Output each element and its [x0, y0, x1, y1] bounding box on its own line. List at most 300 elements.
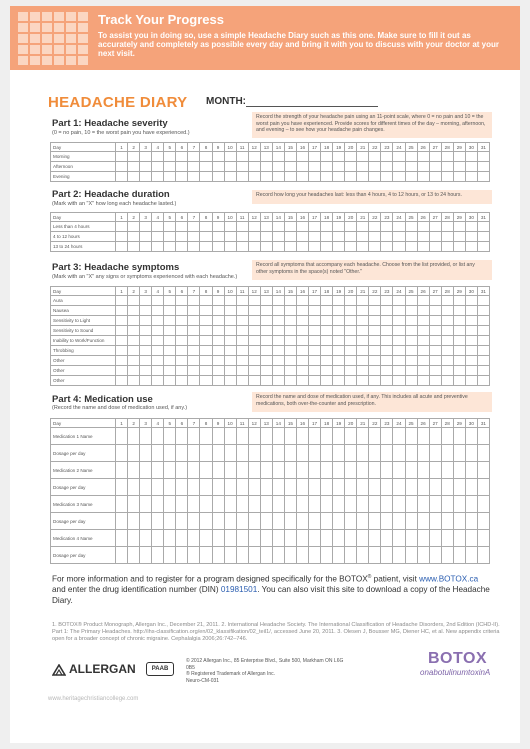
entry-cell[interactable]	[321, 306, 333, 316]
entry-cell[interactable]	[417, 530, 429, 547]
entry-cell[interactable]	[176, 366, 188, 376]
entry-cell[interactable]	[321, 326, 333, 336]
entry-cell[interactable]	[321, 513, 333, 530]
entry-cell[interactable]	[369, 445, 381, 462]
entry-cell[interactable]	[296, 462, 308, 479]
entry-cell[interactable]	[417, 547, 429, 564]
entry-cell[interactable]	[477, 242, 489, 252]
entry-cell[interactable]	[453, 530, 465, 547]
entry-cell[interactable]	[200, 376, 212, 386]
entry-cell[interactable]	[248, 296, 260, 306]
entry-cell[interactable]	[164, 162, 176, 172]
entry-cell[interactable]	[140, 496, 152, 513]
entry-cell[interactable]	[116, 513, 128, 530]
entry-cell[interactable]	[405, 172, 417, 182]
entry-cell[interactable]	[224, 496, 236, 513]
entry-cell[interactable]	[248, 547, 260, 564]
entry-cell[interactable]	[152, 376, 164, 386]
entry-cell[interactable]	[357, 428, 369, 445]
entry-cell[interactable]	[393, 296, 405, 306]
entry-cell[interactable]	[381, 296, 393, 306]
entry-cell[interactable]	[272, 479, 284, 496]
severity-grid[interactable]	[50, 142, 490, 182]
entry-cell[interactable]	[260, 428, 272, 445]
entry-cell[interactable]	[441, 296, 453, 306]
entry-cell[interactable]	[260, 222, 272, 232]
entry-cell[interactable]	[417, 513, 429, 530]
entry-cell[interactable]	[116, 547, 128, 564]
entry-cell[interactable]	[296, 445, 308, 462]
entry-cell[interactable]	[128, 547, 140, 564]
entry-cell[interactable]	[248, 162, 260, 172]
entry-cell[interactable]	[345, 306, 357, 316]
entry-cell[interactable]	[260, 296, 272, 306]
entry-cell[interactable]	[284, 356, 296, 366]
entry-cell[interactable]	[116, 462, 128, 479]
entry-cell[interactable]	[248, 513, 260, 530]
entry-cell[interactable]	[345, 513, 357, 530]
entry-cell[interactable]	[345, 222, 357, 232]
entry-cell[interactable]	[128, 376, 140, 386]
entry-cell[interactable]	[248, 376, 260, 386]
entry-cell[interactable]	[357, 366, 369, 376]
entry-cell[interactable]	[152, 172, 164, 182]
entry-cell[interactable]	[369, 222, 381, 232]
entry-cell[interactable]	[236, 366, 248, 376]
entry-cell[interactable]	[200, 547, 212, 564]
entry-cell[interactable]	[465, 162, 477, 172]
entry-cell[interactable]	[393, 316, 405, 326]
entry-cell[interactable]	[405, 162, 417, 172]
entry-cell[interactable]	[260, 316, 272, 326]
entry-cell[interactable]	[333, 445, 345, 462]
entry-cell[interactable]	[321, 496, 333, 513]
entry-cell[interactable]	[381, 336, 393, 346]
entry-cell[interactable]	[212, 530, 224, 547]
entry-cell[interactable]	[272, 445, 284, 462]
entry-cell[interactable]	[309, 513, 321, 530]
entry-cell[interactable]	[224, 445, 236, 462]
entry-cell[interactable]	[224, 172, 236, 182]
entry-cell[interactable]	[309, 530, 321, 547]
entry-cell[interactable]	[296, 222, 308, 232]
entry-cell[interactable]	[453, 172, 465, 182]
entry-cell[interactable]	[236, 232, 248, 242]
entry-cell[interactable]	[477, 296, 489, 306]
entry-cell[interactable]	[200, 445, 212, 462]
entry-cell[interactable]	[369, 232, 381, 242]
entry-cell[interactable]	[212, 547, 224, 564]
entry-cell[interactable]	[176, 336, 188, 346]
entry-cell[interactable]	[333, 530, 345, 547]
entry-cell[interactable]	[248, 336, 260, 346]
entry-cell[interactable]	[284, 346, 296, 356]
entry-cell[interactable]	[321, 316, 333, 326]
entry-cell[interactable]	[224, 326, 236, 336]
entry-cell[interactable]	[212, 513, 224, 530]
entry-cell[interactable]	[381, 428, 393, 445]
entry-cell[interactable]	[164, 428, 176, 445]
entry-cell[interactable]	[405, 222, 417, 232]
entry-cell[interactable]	[309, 547, 321, 564]
entry-cell[interactable]	[333, 232, 345, 242]
entry-cell[interactable]	[381, 172, 393, 182]
entry-cell[interactable]	[140, 162, 152, 172]
entry-cell[interactable]	[405, 232, 417, 242]
entry-cell[interactable]	[152, 306, 164, 316]
entry-cell[interactable]	[309, 242, 321, 252]
entry-cell[interactable]	[248, 366, 260, 376]
entry-cell[interactable]	[333, 296, 345, 306]
entry-cell[interactable]	[405, 462, 417, 479]
entry-cell[interactable]	[224, 547, 236, 564]
entry-cell[interactable]	[453, 162, 465, 172]
entry-cell[interactable]	[116, 496, 128, 513]
entry-cell[interactable]	[441, 366, 453, 376]
entry-cell[interactable]	[345, 530, 357, 547]
entry-cell[interactable]	[393, 479, 405, 496]
entry-cell[interactable]	[477, 152, 489, 162]
entry-cell[interactable]	[224, 428, 236, 445]
entry-cell[interactable]	[296, 242, 308, 252]
entry-cell[interactable]	[164, 513, 176, 530]
entry-cell[interactable]	[417, 428, 429, 445]
entry-cell[interactable]	[321, 530, 333, 547]
entry-cell[interactable]	[116, 152, 128, 162]
entry-cell[interactable]	[236, 428, 248, 445]
entry-cell[interactable]	[309, 346, 321, 356]
entry-cell[interactable]	[164, 232, 176, 242]
entry-cell[interactable]	[128, 232, 140, 242]
entry-cell[interactable]	[188, 376, 200, 386]
entry-cell[interactable]	[212, 152, 224, 162]
entry-cell[interactable]	[236, 496, 248, 513]
entry-cell[interactable]	[236, 513, 248, 530]
entry-cell[interactable]	[405, 445, 417, 462]
entry-cell[interactable]	[164, 346, 176, 356]
entry-cell[interactable]	[465, 296, 477, 306]
entry-cell[interactable]	[260, 462, 272, 479]
entry-cell[interactable]	[417, 162, 429, 172]
entry-cell[interactable]	[200, 232, 212, 242]
entry-cell[interactable]	[477, 479, 489, 496]
entry-cell[interactable]	[357, 306, 369, 316]
entry-cell[interactable]	[272, 366, 284, 376]
entry-cell[interactable]	[152, 479, 164, 496]
entry-cell[interactable]	[369, 513, 381, 530]
entry-cell[interactable]	[140, 336, 152, 346]
entry-cell[interactable]	[321, 242, 333, 252]
entry-cell[interactable]	[381, 306, 393, 316]
entry-cell[interactable]	[477, 346, 489, 356]
entry-cell[interactable]	[429, 306, 441, 316]
entry-cell[interactable]	[417, 356, 429, 366]
entry-cell[interactable]	[393, 242, 405, 252]
entry-cell[interactable]	[164, 445, 176, 462]
entry-cell[interactable]	[296, 336, 308, 346]
entry-cell[interactable]	[417, 326, 429, 336]
entry-cell[interactable]	[405, 376, 417, 386]
entry-cell[interactable]	[321, 445, 333, 462]
entry-cell[interactable]	[116, 222, 128, 232]
entry-cell[interactable]	[152, 222, 164, 232]
entry-cell[interactable]	[188, 547, 200, 564]
entry-cell[interactable]	[200, 316, 212, 326]
entry-cell[interactable]	[453, 366, 465, 376]
entry-cell[interactable]	[357, 547, 369, 564]
entry-cell[interactable]	[333, 496, 345, 513]
entry-cell[interactable]	[200, 242, 212, 252]
entry-cell[interactable]	[345, 152, 357, 162]
entry-cell[interactable]	[128, 530, 140, 547]
entry-cell[interactable]	[393, 547, 405, 564]
entry-cell[interactable]	[152, 152, 164, 162]
entry-cell[interactable]	[309, 496, 321, 513]
entry-cell[interactable]	[369, 326, 381, 336]
entry-cell[interactable]	[176, 316, 188, 326]
entry-cell[interactable]	[188, 462, 200, 479]
entry-cell[interactable]	[465, 336, 477, 346]
entry-cell[interactable]	[321, 346, 333, 356]
entry-cell[interactable]	[176, 479, 188, 496]
entry-cell[interactable]	[272, 222, 284, 232]
entry-cell[interactable]	[140, 306, 152, 316]
entry-cell[interactable]	[236, 162, 248, 172]
entry-cell[interactable]	[296, 366, 308, 376]
entry-cell[interactable]	[441, 162, 453, 172]
entry-cell[interactable]	[272, 296, 284, 306]
entry-cell[interactable]	[176, 152, 188, 162]
entry-cell[interactable]	[140, 316, 152, 326]
entry-cell[interactable]	[224, 479, 236, 496]
entry-cell[interactable]	[212, 242, 224, 252]
entry-cell[interactable]	[188, 428, 200, 445]
entry-cell[interactable]	[477, 496, 489, 513]
entry-cell[interactable]	[477, 172, 489, 182]
entry-cell[interactable]	[248, 152, 260, 162]
entry-cell[interactable]	[441, 172, 453, 182]
entry-cell[interactable]	[176, 346, 188, 356]
entry-cell[interactable]	[152, 496, 164, 513]
entry-cell[interactable]	[284, 172, 296, 182]
entry-cell[interactable]	[224, 152, 236, 162]
entry-cell[interactable]	[477, 162, 489, 172]
entry-cell[interactable]	[152, 162, 164, 172]
entry-cell[interactable]	[212, 462, 224, 479]
entry-cell[interactable]	[429, 462, 441, 479]
entry-cell[interactable]	[309, 356, 321, 366]
entry-cell[interactable]	[272, 376, 284, 386]
entry-cell[interactable]	[116, 530, 128, 547]
entry-cell[interactable]	[429, 530, 441, 547]
entry-cell[interactable]	[260, 479, 272, 496]
entry-cell[interactable]	[152, 242, 164, 252]
entry-cell[interactable]	[116, 346, 128, 356]
entry-cell[interactable]	[224, 376, 236, 386]
entry-cell[interactable]	[465, 445, 477, 462]
entry-cell[interactable]	[176, 530, 188, 547]
entry-cell[interactable]	[477, 445, 489, 462]
entry-cell[interactable]	[248, 346, 260, 356]
entry-cell[interactable]	[309, 479, 321, 496]
entry-cell[interactable]	[477, 222, 489, 232]
entry-cell[interactable]	[236, 326, 248, 336]
entry-cell[interactable]	[369, 547, 381, 564]
entry-cell[interactable]	[176, 306, 188, 316]
entry-cell[interactable]	[248, 428, 260, 445]
entry-cell[interactable]	[345, 366, 357, 376]
entry-cell[interactable]	[333, 346, 345, 356]
entry-cell[interactable]	[393, 428, 405, 445]
entry-cell[interactable]	[333, 222, 345, 232]
entry-cell[interactable]	[441, 462, 453, 479]
entry-cell[interactable]	[369, 356, 381, 366]
entry-cell[interactable]	[369, 242, 381, 252]
entry-cell[interactable]	[429, 366, 441, 376]
entry-cell[interactable]	[453, 547, 465, 564]
entry-cell[interactable]	[381, 376, 393, 386]
entry-cell[interactable]	[176, 172, 188, 182]
entry-cell[interactable]	[429, 222, 441, 232]
entry-cell[interactable]	[453, 242, 465, 252]
entry-cell[interactable]	[152, 366, 164, 376]
entry-cell[interactable]	[176, 326, 188, 336]
entry-cell[interactable]	[357, 316, 369, 326]
entry-cell[interactable]	[284, 547, 296, 564]
entry-cell[interactable]	[333, 513, 345, 530]
entry-cell[interactable]	[248, 479, 260, 496]
entry-cell[interactable]	[465, 366, 477, 376]
entry-cell[interactable]	[465, 513, 477, 530]
entry-cell[interactable]	[128, 513, 140, 530]
entry-cell[interactable]	[212, 232, 224, 242]
entry-cell[interactable]	[140, 222, 152, 232]
entry-cell[interactable]	[345, 296, 357, 306]
entry-cell[interactable]	[224, 162, 236, 172]
entry-cell[interactable]	[381, 242, 393, 252]
entry-cell[interactable]	[284, 496, 296, 513]
entry-cell[interactable]	[296, 316, 308, 326]
entry-cell[interactable]	[393, 462, 405, 479]
entry-cell[interactable]	[212, 172, 224, 182]
entry-cell[interactable]	[405, 336, 417, 346]
entry-cell[interactable]	[405, 242, 417, 252]
entry-cell[interactable]	[405, 326, 417, 336]
entry-cell[interactable]	[284, 232, 296, 242]
entry-cell[interactable]	[152, 462, 164, 479]
entry-cell[interactable]	[224, 316, 236, 326]
entry-cell[interactable]	[357, 462, 369, 479]
entry-cell[interactable]	[212, 376, 224, 386]
entry-cell[interactable]	[417, 222, 429, 232]
entry-cell[interactable]	[417, 346, 429, 356]
entry-cell[interactable]	[417, 496, 429, 513]
entry-cell[interactable]	[465, 428, 477, 445]
entry-cell[interactable]	[429, 547, 441, 564]
entry-cell[interactable]	[236, 296, 248, 306]
entry-cell[interactable]	[405, 306, 417, 316]
medication-grid[interactable]	[50, 418, 490, 564]
entry-cell[interactable]	[321, 222, 333, 232]
entry-cell[interactable]	[417, 296, 429, 306]
entry-cell[interactable]	[188, 162, 200, 172]
entry-cell[interactable]	[381, 366, 393, 376]
entry-cell[interactable]	[224, 346, 236, 356]
entry-cell[interactable]	[465, 479, 477, 496]
entry-cell[interactable]	[188, 326, 200, 336]
entry-cell[interactable]	[441, 376, 453, 386]
entry-cell[interactable]	[405, 547, 417, 564]
entry-cell[interactable]	[441, 428, 453, 445]
entry-cell[interactable]	[116, 445, 128, 462]
entry-cell[interactable]	[333, 162, 345, 172]
entry-cell[interactable]	[188, 296, 200, 306]
symptoms-grid[interactable]	[50, 286, 490, 386]
entry-cell[interactable]	[224, 306, 236, 316]
entry-cell[interactable]	[357, 336, 369, 346]
entry-cell[interactable]	[345, 316, 357, 326]
entry-cell[interactable]	[212, 445, 224, 462]
entry-cell[interactable]	[116, 356, 128, 366]
entry-cell[interactable]	[429, 479, 441, 496]
entry-cell[interactable]	[164, 462, 176, 479]
entry-cell[interactable]	[429, 336, 441, 346]
entry-cell[interactable]	[417, 366, 429, 376]
entry-cell[interactable]	[164, 366, 176, 376]
entry-cell[interactable]	[333, 376, 345, 386]
entry-cell[interactable]	[140, 366, 152, 376]
entry-cell[interactable]	[128, 445, 140, 462]
entry-cell[interactable]	[321, 296, 333, 306]
entry-cell[interactable]	[477, 366, 489, 376]
entry-cell[interactable]	[224, 356, 236, 366]
entry-cell[interactable]	[236, 445, 248, 462]
entry-cell[interactable]	[224, 462, 236, 479]
entry-cell[interactable]	[441, 306, 453, 316]
entry-cell[interactable]	[333, 172, 345, 182]
entry-cell[interactable]	[188, 479, 200, 496]
entry-cell[interactable]	[345, 462, 357, 479]
entry-cell[interactable]	[152, 530, 164, 547]
entry-cell[interactable]	[152, 336, 164, 346]
entry-cell[interactable]	[369, 428, 381, 445]
entry-cell[interactable]	[345, 479, 357, 496]
entry-cell[interactable]	[309, 316, 321, 326]
entry-cell[interactable]	[200, 172, 212, 182]
entry-cell[interactable]	[140, 462, 152, 479]
entry-cell[interactable]	[128, 428, 140, 445]
entry-cell[interactable]	[128, 479, 140, 496]
entry-cell[interactable]	[296, 513, 308, 530]
entry-cell[interactable]	[248, 356, 260, 366]
entry-cell[interactable]	[296, 479, 308, 496]
entry-cell[interactable]	[200, 428, 212, 445]
entry-cell[interactable]	[405, 366, 417, 376]
entry-cell[interactable]	[128, 462, 140, 479]
entry-cell[interactable]	[296, 496, 308, 513]
entry-cell[interactable]	[321, 547, 333, 564]
entry-cell[interactable]	[128, 162, 140, 172]
entry-cell[interactable]	[357, 152, 369, 162]
entry-cell[interactable]	[465, 306, 477, 316]
entry-cell[interactable]	[152, 445, 164, 462]
entry-cell[interactable]	[260, 346, 272, 356]
entry-cell[interactable]	[176, 356, 188, 366]
entry-cell[interactable]	[309, 336, 321, 346]
entry-cell[interactable]	[224, 242, 236, 252]
entry-cell[interactable]	[477, 530, 489, 547]
entry-cell[interactable]	[309, 152, 321, 162]
